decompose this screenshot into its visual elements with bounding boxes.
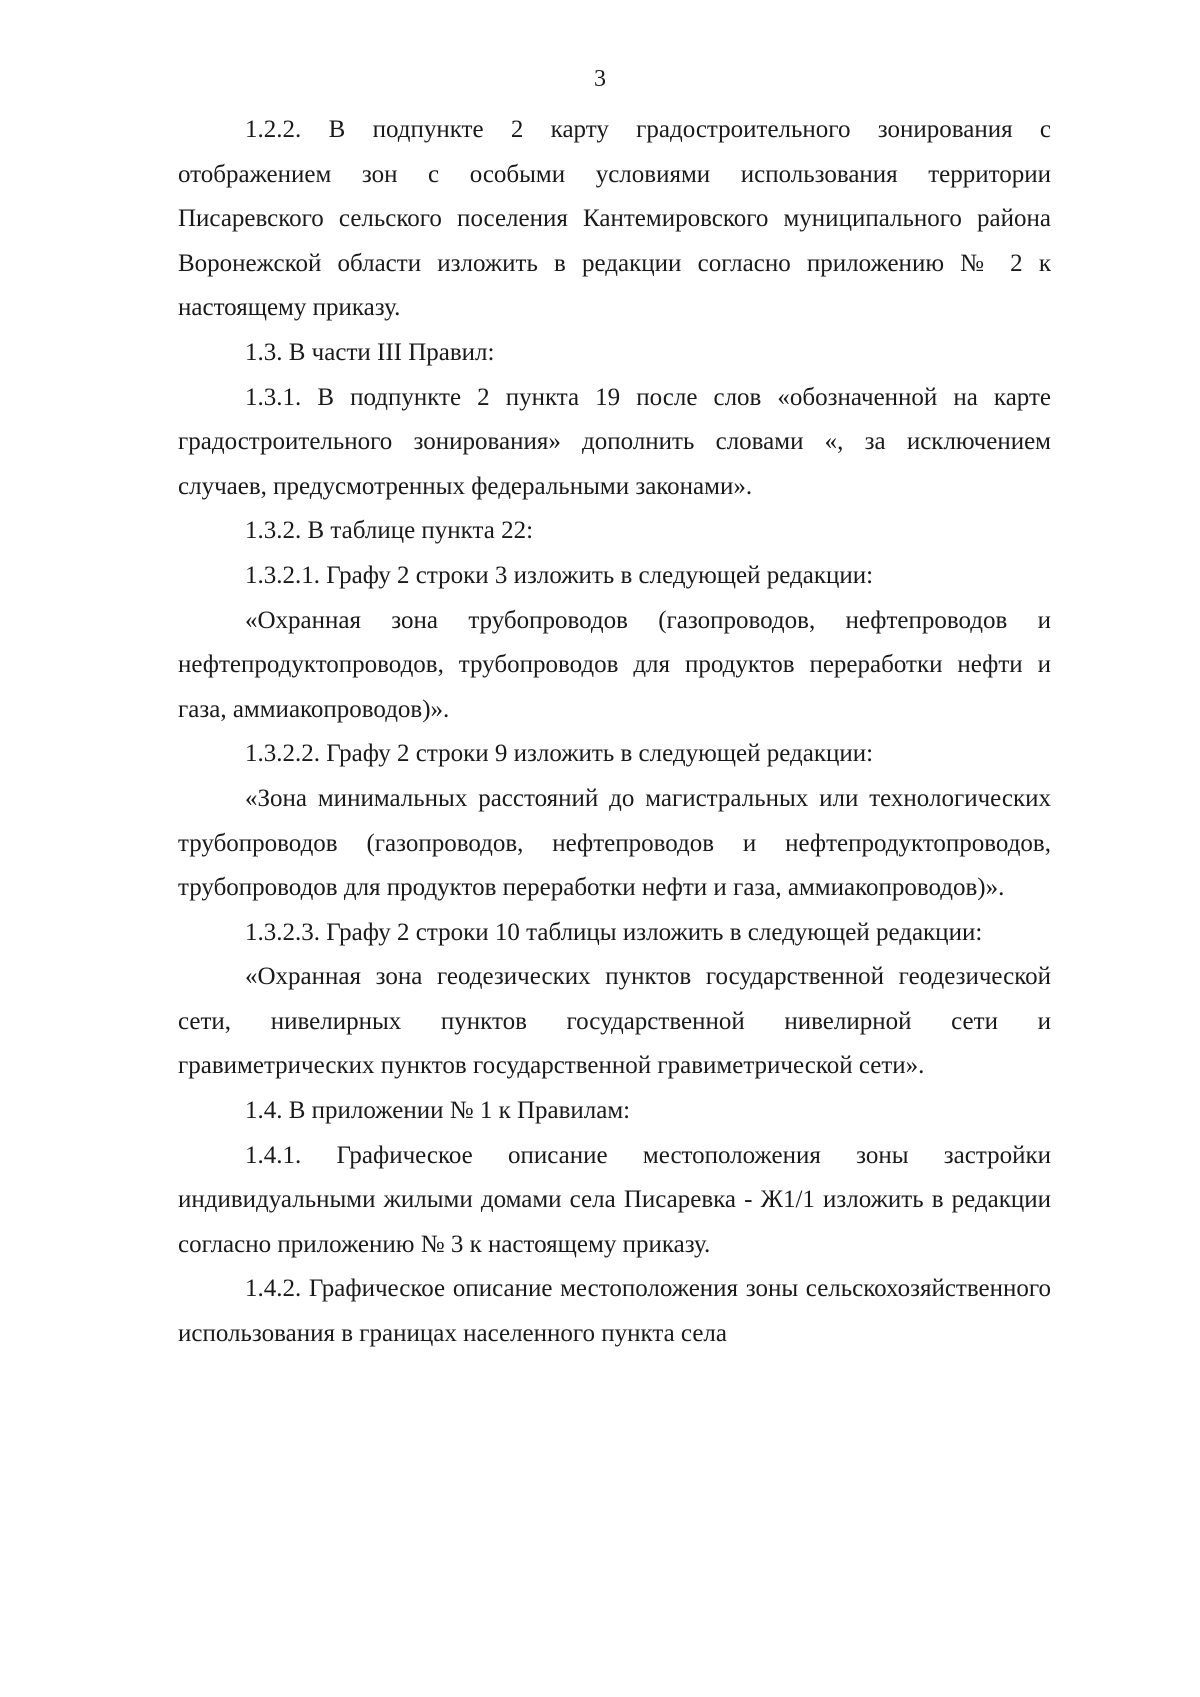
quote-geodetic-protection-zone: «Охранная зона геодезических пунктов государственной геодезической сети, нивелирных пунктов государственной нивелирной сети и гравиметрических пунктов государственной гравиметрической сети».	[178, 963, 1051, 1080]
quote-pipeline-protection-zone: «Охранная зона трубопроводов (газопроводов, нефтепроводов и нефтепродуктопроводов, трубопроводов для продуктов переработки нефти и газа, аммиакопроводов)».	[178, 606, 1051, 723]
paragraph-1-3-2: 1.3.2. В таблице пункта 22:	[245, 517, 534, 545]
quote-minimum-distance-zone: «Зона минимальных расстояний до магистральных или технологических трубопроводов (газопроводов, нефтепроводов и нефтепродуктопроводов, трубопроводов для продуктов переработки нефти и газа, аммиакопроводов)».	[178, 784, 1051, 902]
paragraph-1-3-2-3: 1.3.2.3. Графу 2 строки 10 таблицы изложить в следующей редакции:	[245, 918, 983, 946]
paragraph-1-4: 1.4. В приложении № 1 к Правилам:	[245, 1097, 631, 1125]
paragraph-1-4-1: 1.4.1. Графическое описание местоположения зоны застройки индивидуальными жилыми домами села Писаревка - Ж1/1 изложить в редакции согласно приложению № 3 к настоящему приказу.	[178, 1141, 1051, 1258]
paragraph-1-3-2-2: 1.3.2.2. Графу 2 строки 9 изложить в следующей редакции:	[245, 740, 874, 768]
page-number: 3	[594, 66, 606, 92]
document-body	[178, 108, 1051, 1357]
paragraph-1-3: 1.3. В части III Правил:	[245, 338, 495, 366]
paragraph-1-2-2: 1.2.2. В подпункте 2 карту градостроительного зонирования с отображением зон с особыми условиями использования территории Писаревского сельского поселения Кантемировского муниципального района Воронежской области изложить в редакции согласно приложению № 2 к настоящему приказу.	[178, 116, 1051, 322]
paragraph-1-4-2: 1.4.2. Графическое описание местоположения зоны сельскохозяйственного использования в границах населенного пункта села	[178, 1275, 1051, 1348]
paragraph-1-3-2-1: 1.3.2.1. Графу 2 строки 3 изложить в следующей редакции:	[245, 561, 874, 589]
paragraph-1-3-1: 1.3.1. В подпункте 2 пункта 19 после слов «обозначенной на карте градостроительного зонирования» дополнить словами «, за исключением случаев, предусмотренных федеральными законами».	[178, 383, 1051, 500]
